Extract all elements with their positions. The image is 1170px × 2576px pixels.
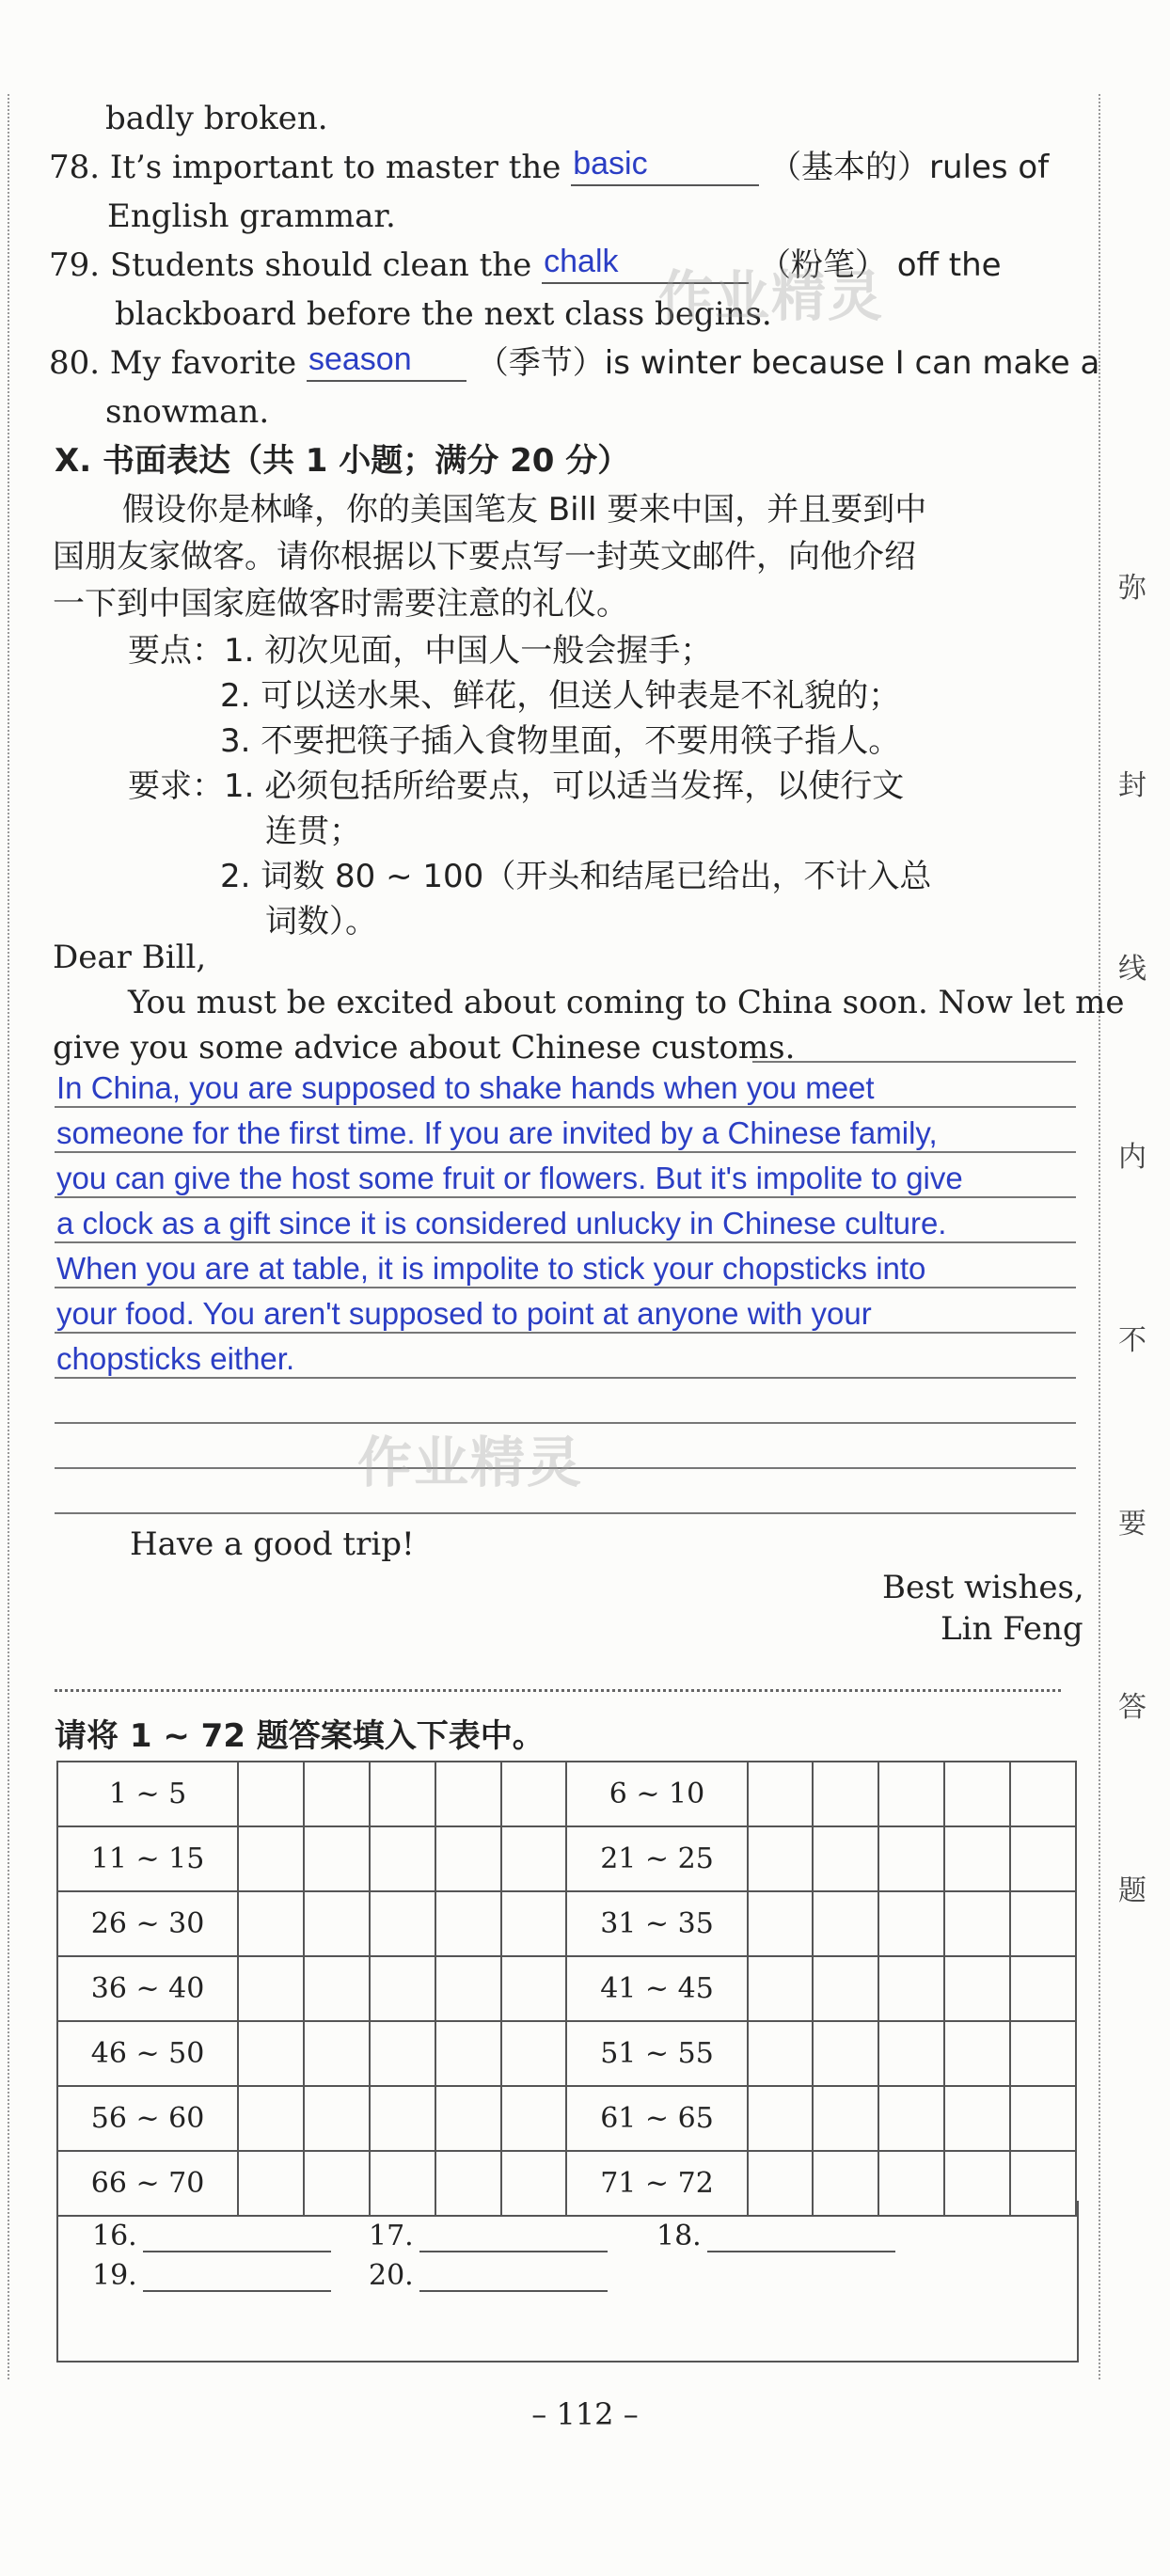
fill-item <box>92 2259 331 2292</box>
letter-signoff: Best wishes, <box>882 1569 1084 1606</box>
answer-cell[interactable] <box>944 1891 1010 1956</box>
fill-item <box>369 2259 608 2292</box>
essay-line: chopsticks either. <box>56 1341 295 1376</box>
answer-cell[interactable] <box>944 1762 1010 1826</box>
answer-cell[interactable] <box>370 2086 435 2151</box>
answer-cell[interactable] <box>813 1762 878 1826</box>
answer-cell[interactable] <box>304 1762 370 1826</box>
answer-cell[interactable] <box>370 1762 435 1826</box>
watermark: 作业精灵 <box>357 1430 584 1494</box>
answer-range-label: 61 ~ 65 <box>566 2086 747 2151</box>
question-number: 78. <box>49 149 101 186</box>
fill-item <box>369 2220 608 2252</box>
side-char: 封 <box>1118 769 1146 802</box>
point-item: 1. 初次见面，中国人一般会握手； <box>224 632 713 670</box>
side-char: 答 <box>1118 1691 1146 1724</box>
answer-cell[interactable] <box>878 1826 944 1891</box>
q77-tail: badly broken. <box>105 100 328 137</box>
answer-cell[interactable] <box>1010 1891 1076 1956</box>
answer-cell[interactable] <box>304 1826 370 1891</box>
answer-cell[interactable] <box>1010 1762 1076 1826</box>
answer-range-label: 56 ~ 60 <box>57 2086 238 2151</box>
answer-cell[interactable] <box>370 1826 435 1891</box>
prompt-line: 假设你是林峰，你的美国笔友 Bill 要来中国，并且要到中 <box>122 491 927 529</box>
answer-range-label: 6 ~ 10 <box>566 1762 747 1826</box>
watermark: 作业精灵 <box>658 264 885 328</box>
fill-blank[interactable] <box>143 2224 331 2252</box>
page-number: – 112 – <box>531 2396 639 2432</box>
letter-greeting: Dear Bill, <box>53 939 207 976</box>
side-char: 内 <box>1118 1141 1146 1174</box>
answer-cell[interactable] <box>435 2021 501 2086</box>
fill-blank[interactable] <box>143 2264 331 2292</box>
answer-cell[interactable] <box>944 2086 1010 2151</box>
prompt-line: 国朋友家做客。请你根据以下要点写一封英文邮件，向他介绍 <box>53 538 916 576</box>
essay-line: When you are at table, it is impolite to stick your chopsticks into <box>56 1251 926 1286</box>
answer-cell[interactable] <box>370 2021 435 2086</box>
answer-range-label: 1 ~ 5 <box>57 1762 238 1826</box>
answer-cell[interactable] <box>435 2086 501 2151</box>
answer-blank[interactable] <box>307 341 466 382</box>
question-number: 80. <box>49 344 101 382</box>
answer-grid-row <box>57 1826 1076 1891</box>
answer-cell[interactable] <box>944 1956 1010 2021</box>
requirement-item: 连贯； <box>265 813 361 850</box>
answer-cell[interactable] <box>813 2086 878 2151</box>
question-text: My favorite <box>109 344 297 382</box>
answer-grid-row <box>57 1956 1076 2021</box>
requirements-label: 要求： <box>128 767 224 805</box>
answer-range-label: 31 ~ 35 <box>566 1891 747 1956</box>
requirement-item: 词数）。 <box>265 903 377 940</box>
answer-cell[interactable] <box>748 1956 814 2021</box>
answer-cell[interactable] <box>1010 2021 1076 2086</box>
answer-sheet-instruction: 请将 1 ~ 72 题答案填入下表中。 <box>55 1717 545 1755</box>
binding-line-right <box>1099 94 1100 2379</box>
handwritten-answer: season <box>308 341 412 377</box>
answer-range-label: 71 ~ 72 <box>566 2151 747 2216</box>
essay-line: you can give the host some fruit or flowers. But it's impolite to give <box>56 1161 963 1195</box>
answer-cell[interactable] <box>1010 2086 1076 2151</box>
writing-line <box>752 1061 1076 1063</box>
side-char: 不 <box>1118 1324 1146 1357</box>
fill-blank[interactable] <box>419 2264 608 2292</box>
answer-range-label: 46 ~ 50 <box>57 2021 238 2086</box>
answer-cell[interactable] <box>748 2086 814 2151</box>
answer-cell[interactable] <box>878 1762 944 1826</box>
question-hint: （粉笔） off the <box>758 246 1002 284</box>
letter-closing: Have a good trip! <box>130 1525 415 1563</box>
answer-cell[interactable] <box>1010 1826 1076 1891</box>
question-hint: （季节）is winter because I can make a <box>476 344 1100 382</box>
answer-cell[interactable] <box>435 1891 501 1956</box>
answer-cell[interactable] <box>501 1956 567 2021</box>
answer-cell[interactable] <box>878 2021 944 2086</box>
answer-range-label: 11 ~ 15 <box>57 1826 238 1891</box>
answer-cell[interactable] <box>304 1891 370 1956</box>
question-hint: （基本的）rules of <box>769 149 1050 186</box>
side-char: 线 <box>1118 953 1146 986</box>
answer-range-label: 36 ~ 40 <box>57 1956 238 2021</box>
writing-line <box>55 1377 1076 1379</box>
answer-cell[interactable] <box>878 2086 944 2151</box>
question-text-line2: snowman. <box>105 393 270 431</box>
fill-number: 18. <box>656 2220 702 2252</box>
question-text: It’s important to master the <box>109 149 561 186</box>
fill-number: 20. <box>369 2259 414 2292</box>
answer-cell[interactable] <box>878 1891 944 1956</box>
answer-grid-row <box>57 2086 1076 2151</box>
essay-line: a clock as a gift since it is considered unlucky in Chinese culture. <box>56 1206 947 1241</box>
fill-item <box>656 2220 895 2252</box>
answer-cell[interactable] <box>748 1891 814 1956</box>
answer-range-label: 21 ~ 25 <box>566 1826 747 1891</box>
answer-cell[interactable] <box>304 2086 370 2151</box>
answer-cell[interactable] <box>304 2021 370 2086</box>
question-number: 79. <box>49 246 101 284</box>
answer-cell[interactable] <box>435 1762 501 1826</box>
question-text-line2: English grammar. <box>107 198 396 235</box>
requirement-item: 1. 必须包括所给要点，可以适当发挥，以使行文 <box>224 767 905 805</box>
essay-line: your food. You aren't supposed to point at anyone with your <box>56 1296 872 1331</box>
letter-opening-line: give you some advice about Chinese customs. <box>53 1029 796 1067</box>
answer-grid-row <box>57 1891 1076 1956</box>
point-item: 3. 不要把筷子插入食物里面，不要用筷子指人。 <box>220 722 901 760</box>
answer-grid-row <box>57 1762 1076 1826</box>
fill-number: 16. <box>92 2220 137 2252</box>
answer-range-label: 26 ~ 30 <box>57 1891 238 1956</box>
writing-line <box>55 1512 1076 1514</box>
writing-line <box>55 1241 1076 1243</box>
answer-cell[interactable] <box>238 1762 304 1826</box>
answer-cell[interactable] <box>501 1891 567 1956</box>
answer-blank[interactable] <box>571 146 759 186</box>
writing-line <box>55 1287 1076 1288</box>
side-char: 题 <box>1118 1874 1146 1907</box>
question-text: Students should clean the <box>109 246 532 284</box>
answer-range-label: 51 ~ 55 <box>566 2021 747 2086</box>
answer-cell[interactable] <box>501 2086 567 2151</box>
answer-cell[interactable] <box>435 1826 501 1891</box>
answer-range-label: 66 ~ 70 <box>57 2151 238 2216</box>
answer-cell[interactable] <box>238 1956 304 2021</box>
answer-cell[interactable] <box>944 2021 1010 2086</box>
answer-cell[interactable] <box>238 1891 304 1956</box>
requirement-item: 2. 词数 80 ~ 100（开头和结尾已给出，不计入总 <box>220 858 932 895</box>
answer-range-label: 41 ~ 45 <box>566 1956 747 2021</box>
section-title: X. 书面表达（共 1 小题；满分 20 分） <box>55 442 630 480</box>
writing-line <box>55 1196 1076 1198</box>
answer-cell[interactable] <box>304 1956 370 2021</box>
answer-cell[interactable] <box>878 1956 944 2021</box>
fill-number: 17. <box>369 2220 414 2252</box>
answer-cell[interactable] <box>813 1956 878 2021</box>
answer-cell[interactable] <box>501 2021 567 2086</box>
answer-cell[interactable] <box>370 1956 435 2021</box>
writing-line <box>55 1106 1076 1108</box>
prompt-line: 一下到中国家庭做客时需要注意的礼仪。 <box>53 585 628 623</box>
fill-in-box <box>56 2201 1079 2363</box>
handwritten-answer: basic <box>573 146 648 182</box>
side-char: 弥 <box>1118 572 1146 605</box>
letter-opening-line: You must be excited about coming to China soon. Now let me <box>128 984 1125 1021</box>
answer-cell[interactable] <box>370 1891 435 1956</box>
question-text-line2: blackboard before the next class begins. <box>115 295 772 333</box>
answer-cell[interactable] <box>501 1762 567 1826</box>
points-label: 要点： <box>128 632 224 670</box>
answer-cell[interactable] <box>238 2021 304 2086</box>
answer-grid-row <box>57 2021 1076 2086</box>
answer-grid <box>56 1761 1077 2217</box>
answer-cell[interactable] <box>813 1826 878 1891</box>
answer-cell[interactable] <box>238 1826 304 1891</box>
answer-cell[interactable] <box>748 2021 814 2086</box>
essay-line: In China, you are supposed to shake hands when you meet <box>56 1070 875 1105</box>
answer-cell[interactable] <box>813 2021 878 2086</box>
fill-blank[interactable] <box>707 2224 895 2252</box>
answer-cell[interactable] <box>435 1956 501 2021</box>
point-item: 2. 可以送水果、鲜花，但送人钟表是不礼貌的； <box>220 677 901 715</box>
answer-cell[interactable] <box>238 2086 304 2151</box>
essay-line: someone for the first time. If you are invited by a Chinese family, <box>56 1115 938 1150</box>
fill-number: 19. <box>92 2259 137 2292</box>
binding-line-left <box>8 94 9 2379</box>
answer-cell[interactable] <box>944 1826 1010 1891</box>
writing-line <box>55 1151 1076 1153</box>
fill-blank[interactable] <box>419 2224 608 2252</box>
answer-cell[interactable] <box>501 1826 567 1891</box>
side-char: 要 <box>1118 1508 1146 1541</box>
fill-item <box>92 2220 331 2252</box>
handwritten-answer: chalk <box>544 244 619 279</box>
letter-signature: Lin Feng <box>941 1610 1083 1648</box>
answer-cell[interactable] <box>1010 1956 1076 2021</box>
answer-cell[interactable] <box>748 1762 814 1826</box>
cut-line <box>55 1689 1061 1692</box>
answer-cell[interactable] <box>813 1891 878 1956</box>
writing-line <box>55 1332 1076 1334</box>
answer-cell[interactable] <box>748 1826 814 1891</box>
